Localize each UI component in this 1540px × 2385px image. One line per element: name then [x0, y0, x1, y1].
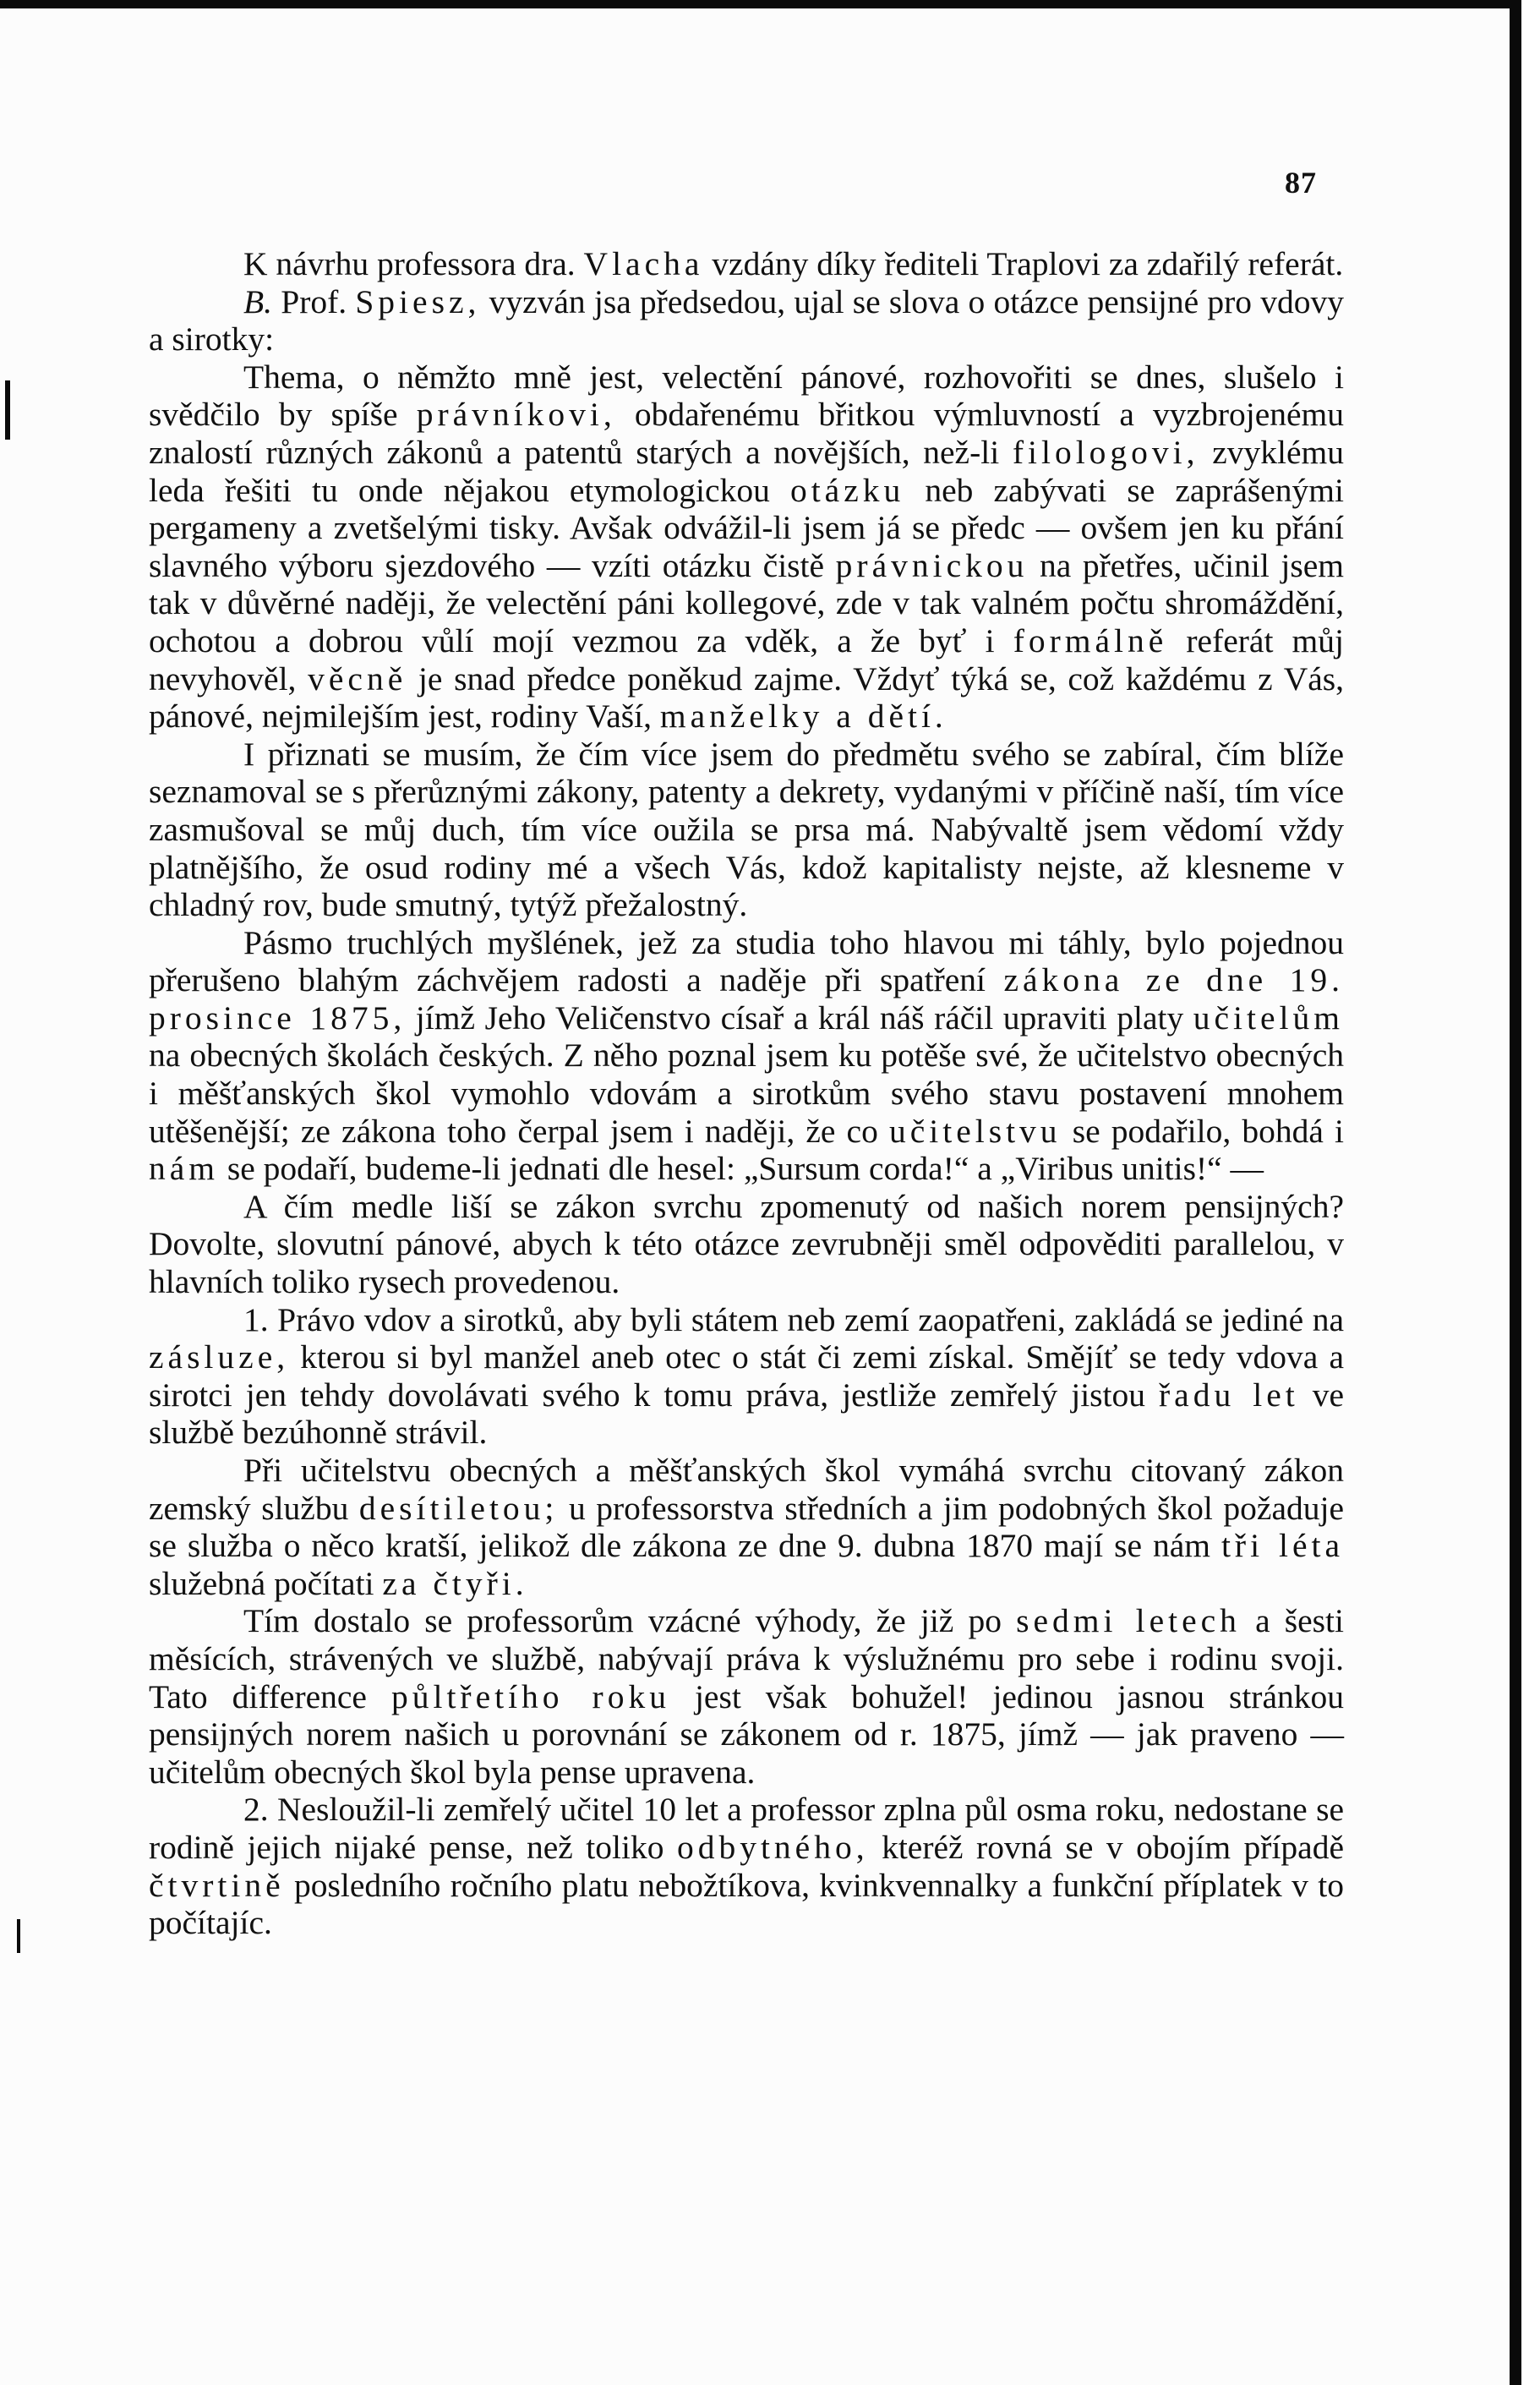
spaced-emphasis-text: Spiesz,: [355, 282, 481, 320]
spaced-emphasis-text: otázku: [789, 471, 905, 509]
text-run: zvyklému leda řešiti tu onde nějakou etymologickou: [149, 433, 1344, 509]
spaced-emphasis-text: desítiletou;: [358, 1489, 559, 1527]
paragraph: [149, 283, 1344, 358]
spaced-emphasis-text: zákona ze dne 19. prosince 1875,: [149, 961, 1344, 1037]
text-run: obdařenému břitkou výmluvností a vyzbrojenému znalostí různých zákonů a patentů starých a novějších, než-li: [149, 396, 1344, 471]
paragraph: [149, 1791, 1344, 1941]
text-run: je snad předce poněkud zajme. Vždyť týká se, což každému z Vás, pánové, nejmilejším jest, rodiny Vaší,: [149, 659, 1345, 736]
text-run: posledního ročního platu nebožtíkova, kvinkvennalky a funkční příplatek v to počítajíc.: [149, 1866, 1344, 1942]
text-run: Tím dostalo se professorům vzácné výhody, že již po: [243, 1602, 1017, 1640]
paragraph: [149, 736, 1344, 924]
spaced-emphasis-text: Vlacha: [583, 245, 704, 282]
paragraph: [149, 1301, 1344, 1452]
italic-text: B.: [243, 282, 273, 320]
spaced-emphasis-text: za čtyři.: [382, 1564, 528, 1602]
spaced-emphasis-text: tři léta: [1221, 1527, 1345, 1565]
paragraph: [149, 245, 1344, 283]
spaced-emphasis-text: věcně: [308, 659, 407, 697]
paragraph: [149, 358, 1344, 736]
text-run: jímž Jeho Veličenstvo císař a král náš ráčil upraviti platy: [406, 998, 1193, 1037]
paragraph: [149, 1188, 1344, 1301]
spaced-emphasis-text: nám: [149, 1150, 220, 1188]
text-run: Při učitelstvu obecných a měšťanských škol vymáhá svrchu citovaný zákon zemský službu: [149, 1452, 1344, 1527]
text-run: kteréž rovná se v obojím případě: [868, 1828, 1344, 1866]
text-run: Thema, o němžto mně jest, velectění pánové, rozhovořiti se dnes, slušelo i svědčilo by spíše: [149, 358, 1344, 434]
spaced-emphasis-text: čtvrtině: [149, 1866, 285, 1904]
text-run: Pásmo truchlých myšlének, jež za studia toho hlavou mi táhly, bylo pojednou přerušeno blahým záchvějem radosti a naděje při spatření: [149, 923, 1344, 999]
text-run: se podařilo, bohdá i: [1061, 1112, 1345, 1150]
spaced-emphasis-text: zásluze,: [149, 1338, 290, 1376]
text-run: jest však bohužel! jedinou jasnou stránkou pensijných norem našich u porovnání se zákonem od r. 1875, jímž — jak praveno — učitelům obecných škol byla pense upravena.: [149, 1677, 1344, 1791]
text-run: na přetřes, učinil jsem tak v důvěrné naději, že velectění páni kollegové, zde v tak valném počtu shromáždění, ochotou a dobrou vůlí mojí vezmou za vděk, a že byť i: [149, 546, 1345, 659]
page-number: 87: [1285, 166, 1317, 200]
spaced-emphasis-text: právnickou: [835, 546, 1029, 584]
scan-edge-mark: [5, 380, 10, 440]
spaced-emphasis-text: učitelstvu: [888, 1112, 1062, 1150]
spaced-emphasis-text: formálně: [1013, 621, 1168, 659]
text-run: kterou si byl manžel aneb otec o stát či zemi získal. Smějíť se tedy vdova a sirotci jen tehdy dovolávati svého k tomu práva, jestliže zemřelý jistou: [149, 1338, 1344, 1414]
text-run: 2. Nesloužil-li zemřelý učitel 10 let a professor zplna půl osma roku, nedostane se rodině jejich nijaké pense, než toliko: [149, 1791, 1344, 1866]
text-run: u professorstva středních a jim podobných škol požaduje se služba o něco kratší, jelikož dle zákona ze dne 9. dubna 1870 mají se nám: [149, 1489, 1344, 1565]
spaced-emphasis-text: učitelům: [1193, 998, 1344, 1037]
text-run: se podaří, budeme-li jednati dle hesel: „Sursum corda!“ a „Viribus unitis!“ —: [219, 1150, 1264, 1188]
scan-edge-mark: [17, 1919, 20, 1953]
text-run: ve službě bezúhonně strávil.: [149, 1376, 1344, 1452]
spaced-emphasis-text: řadu let: [1159, 1376, 1299, 1414]
text-run: neb zabývati se zaprášenými pergameny a zvetšelými tisky. Avšak odvážil-li jsem já se předc — ovšem jen ku přání slavného výboru sjezdového — vzíti otázku čistě: [149, 471, 1344, 584]
spaced-emphasis-text: právníkovi,: [416, 396, 616, 434]
text-run: I přiznati se musím, že čím více jsem do předmětu svého se zabíral, čím blíže seznamoval se s přerůznými zákony, patenty a dekrety, vydanými v příčině naší, tím více zasmušoval se můj duch, tím více oužila se prsa má. Nabývaltě jsem vědomí vždy platnějšího, že osud rodiny mé a všech Vás, kdož kapitalisty nejste, až klesneme v chladný rov, bude smutný, tytýž přežalostný.: [149, 735, 1344, 924]
text-run: na obecných školách českých. Z něho poznal jsem ku potěše své, že učitelstvo obecných i měšťanských škol vymohlo vdovám a sirotkům svého stavu postavení mnohem utěšenější; ze zákona toho čerpal jsem i naději, že co: [149, 1037, 1344, 1150]
text-run: A čím medle liší se zákon svrchu zpomenutý od našich norem pensijných? Dovolte, slovutní pánové, abych k této otázce zevrubněji směl odpověditi parallelou, v hlavních toliko rysech provedenou.: [149, 1187, 1344, 1301]
text-run: 1. Právo vdov a sirotků, aby byli státem neb zemí zaopatřeni, zakládá se jediné na: [243, 1300, 1344, 1338]
paragraph: [149, 1602, 1344, 1791]
text-run: Prof.: [272, 282, 356, 320]
text-run: a šesti měsících, strávených ve službě, nabývají práva k výslužnému pro sebe i rodinu svoji. Tato difference: [149, 1602, 1344, 1715]
body-text: [149, 245, 1344, 1942]
paragraph: [149, 924, 1344, 1188]
spaced-emphasis-text: půltřetího roku: [390, 1677, 670, 1715]
spaced-emphasis-text: manželky a dětí.: [659, 697, 947, 736]
spaced-emphasis-text: sedmi letech: [1016, 1602, 1241, 1640]
text-run: služebná počítati: [149, 1564, 383, 1602]
spaced-emphasis-text: odbytného,: [676, 1828, 869, 1866]
text-run: vyzván jsa předsedou, ujal se slova o otázce pensijné pro vdovy a sirotky:: [149, 282, 1344, 358]
text-run: K návrhu professora dra.: [243, 245, 584, 282]
spaced-emphasis-text: filologovi,: [1012, 433, 1199, 471]
text-run: vzdány díky řediteli Traplovi za zdařilý referát.: [703, 245, 1344, 282]
text-run: referát můj nevyhověl,: [149, 621, 1344, 697]
paragraph: [149, 1452, 1344, 1602]
